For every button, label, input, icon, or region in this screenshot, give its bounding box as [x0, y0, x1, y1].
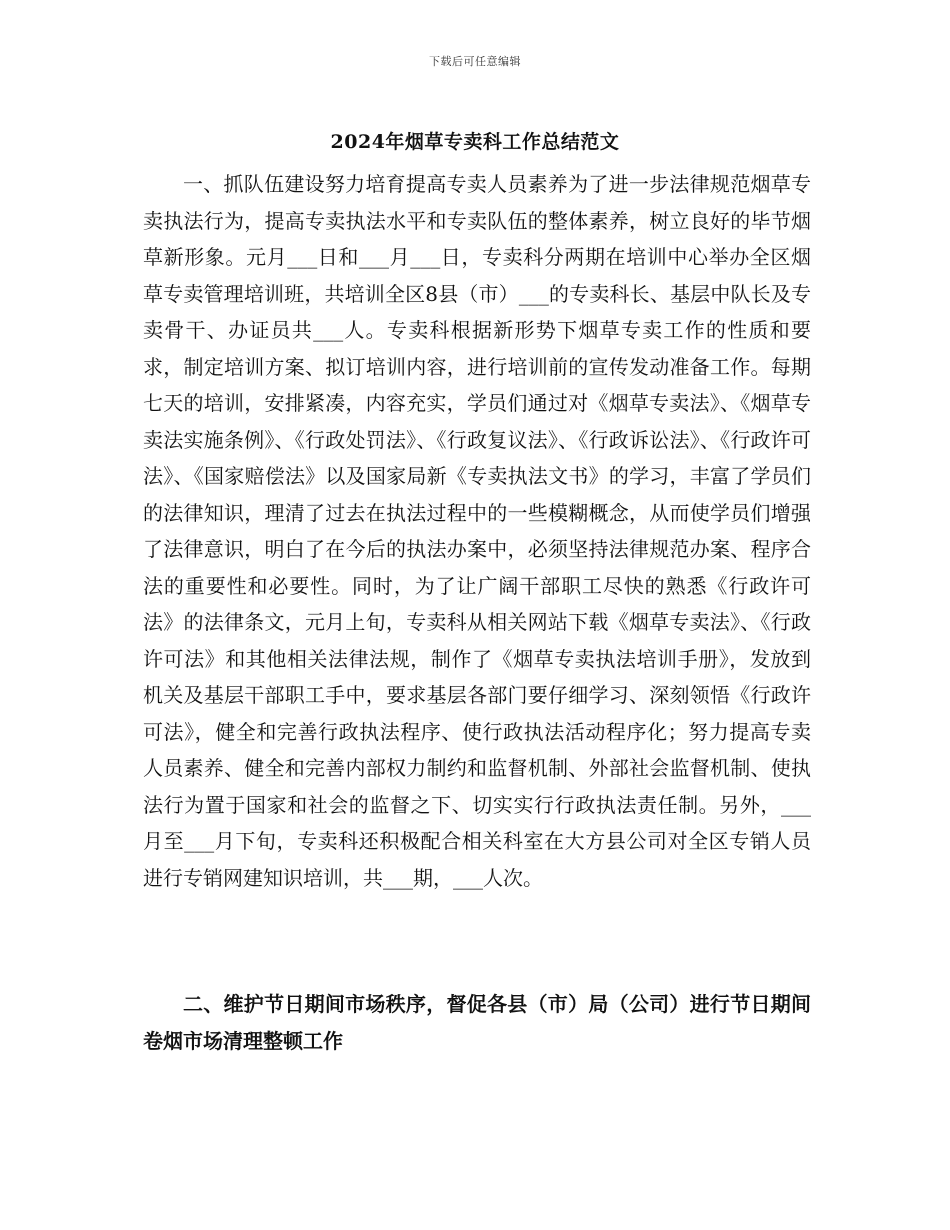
paragraph-section-1: 一、抓队伍建设努力培育提高专卖人员素养为了进一步法律规范烟草专卖执法行为，提高专卖执法水平和专卖队伍的整体素养，树立良好的毕节烟草新形象。元月___日和___月___日，专卖科分两期在培训中心举办全区烟草专卖管理培训班，共培训全区8县（市）___的专卖科长、基层中队长及专卖骨干、办证员共___人。专卖科根据新形势下烟草专卖工作的性质和要求，制定培训方案、拟订培训内容，进行培训前的宣传发动准备工作。每期七天的培训，安排紧凑，内容充实，学员们通过对《烟草专卖法》、《烟草专卖法实施条例》、《行政处罚法》、《行政复议法》、《行政诉讼法》、《行政许可法》、《国家赔偿法》以及国家局新《专卖执法文书》的学习，丰富了学员们的法律知识，理清了过去在执法过程中的一些模糊概念，从而使学员们增强了法律意识，明白了在今后的执法办案中，必须坚持法律规范办案、程序合法的重要性和必要性。同时，为了让广阔干部职工尽快的熟悉《行政许可法》的法律条文，元月上旬，专卖科从相关网站下载《烟草专卖法》、《行政许可法》和其他相关法律法规，制作了《烟草专卖执法培训手册》，发放到机关及基层干部职工手中，要求基层各部门要仔细学习、深刻领悟《行政许可法》，健全和完善行政执法程序、使行政执法活动程序化；努力提高专卖人员素养、健全和完善内部权力制约和监督机制、外部社会监督机制、使执法行为置于国家和社会的监督之下、切实实行行政执法责任制。另外，___月至___月下旬，专卖科还积极配合相关科室在大方县公司对全区专销人员进行专销网建知识培训，共___期，___人次。 — [143, 172, 811, 890]
document-title: 2024年烟草专卖科工作总结范文 — [330, 131, 620, 153]
section-heading-2: 二、维护节日期间市场秩序，督促各县（市）局（公司）进行节日期间卷烟市场清理整顿工作 — [143, 992, 811, 1053]
header-note: 下载后可任意编辑 — [429, 55, 521, 68]
